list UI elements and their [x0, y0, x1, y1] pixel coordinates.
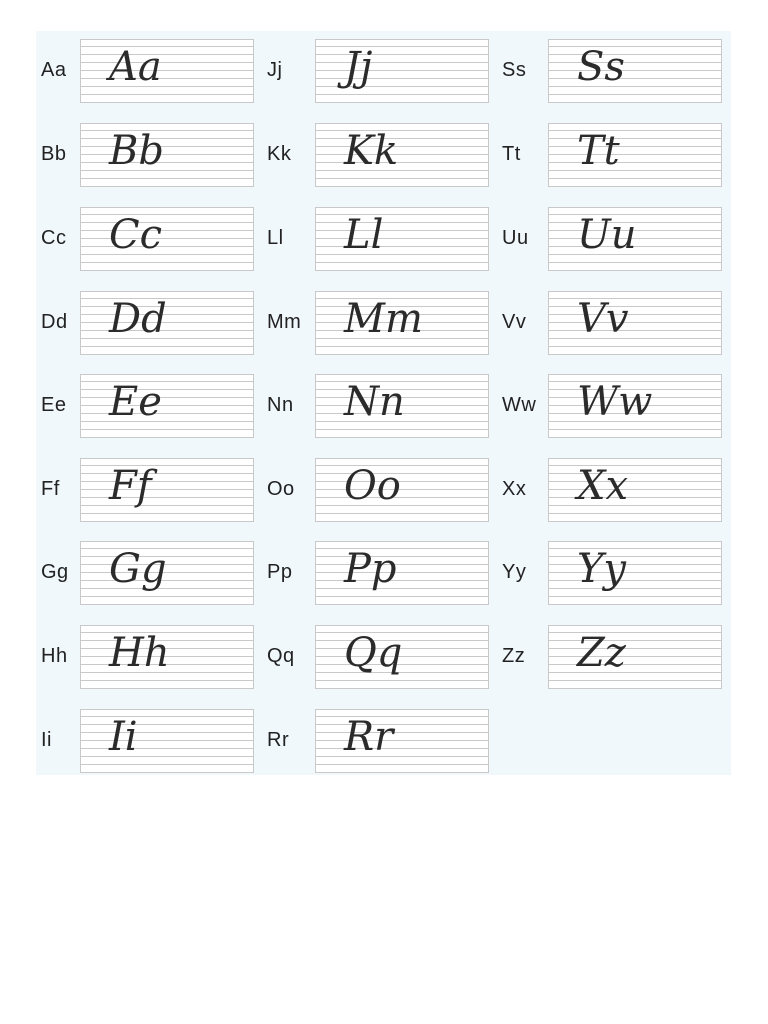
- letter-label: Gg: [41, 561, 69, 583]
- letter-label: Ss: [502, 59, 527, 81]
- cursive-letter-pair: Zz: [577, 630, 626, 676]
- ruled-lines: [549, 208, 721, 270]
- ruled-lines: [316, 375, 488, 437]
- handwriting-practice-box: [315, 625, 489, 689]
- letter-label: Ff: [41, 478, 60, 500]
- letter-label: Pp: [267, 561, 293, 583]
- ruled-lines: [316, 710, 488, 772]
- handwriting-practice-box: [80, 207, 254, 271]
- handwriting-practice-box: [548, 625, 722, 689]
- cursive-letter-pair: Gg: [109, 546, 167, 592]
- handwriting-practice-box: [315, 458, 489, 522]
- letter-label: Jj: [267, 59, 283, 81]
- letter-label: Yy: [502, 561, 527, 583]
- letter-label: Aa: [41, 59, 67, 81]
- handwriting-practice-box: [548, 123, 722, 187]
- ruled-lines: [316, 40, 488, 102]
- cursive-letter-pair: Kk: [344, 128, 399, 174]
- cursive-letter-pair: Oo: [344, 463, 401, 509]
- handwriting-practice-box: [80, 291, 254, 355]
- handwriting-practice-box: [548, 39, 722, 103]
- cursive-letter-pair: Vv: [577, 296, 629, 342]
- cursive-letter-pair: Rr: [344, 714, 394, 760]
- ruled-lines: [316, 459, 488, 521]
- handwriting-practice-box: [315, 39, 489, 103]
- letter-label: Bb: [41, 143, 67, 165]
- handwriting-practice-box: [80, 625, 254, 689]
- ruled-lines: [549, 459, 721, 521]
- handwriting-practice-box: [315, 709, 489, 773]
- ruled-lines: [81, 40, 253, 102]
- ruled-lines: [316, 542, 488, 604]
- ruled-lines: [549, 542, 721, 604]
- handwriting-practice-box: [548, 207, 722, 271]
- ruled-lines: [549, 292, 721, 354]
- letter-label: Hh: [41, 645, 68, 667]
- cursive-letter-pair: Mm: [344, 296, 423, 342]
- ruled-lines: [81, 710, 253, 772]
- letter-label: Xx: [502, 478, 527, 500]
- cursive-letter-pair: Ss: [577, 44, 625, 90]
- ruled-lines: [316, 124, 488, 186]
- handwriting-practice-box: [315, 541, 489, 605]
- cursive-letter-pair: Bb: [109, 128, 164, 174]
- cursive-letter-pair: Yy: [577, 546, 627, 592]
- alphabet-sheet: [36, 31, 731, 775]
- cursive-letter-pair: Ll: [344, 212, 384, 258]
- cursive-letter-pair: Aa: [109, 44, 162, 90]
- handwriting-practice-box: [80, 374, 254, 438]
- letter-label: Oo: [267, 478, 295, 500]
- cursive-letter-pair: Qq: [344, 630, 403, 676]
- letter-label: Nn: [267, 394, 294, 416]
- ruled-lines: [81, 626, 253, 688]
- cursive-letter-pair: Cc: [109, 212, 163, 258]
- ruled-lines: [316, 292, 488, 354]
- letter-label: Ww: [502, 394, 537, 416]
- handwriting-practice-box: [315, 123, 489, 187]
- handwriting-practice-box: [80, 709, 254, 773]
- ruled-lines: [81, 292, 253, 354]
- cursive-letter-pair: Ii: [109, 714, 138, 760]
- handwriting-practice-box: [548, 291, 722, 355]
- handwriting-practice-box: [548, 541, 722, 605]
- ruled-lines: [549, 375, 721, 437]
- letter-label: Rr: [267, 729, 290, 751]
- handwriting-practice-box: [548, 374, 722, 438]
- ruled-lines: [81, 375, 253, 437]
- handwriting-practice-box: [80, 541, 254, 605]
- letter-label: Ii: [41, 729, 52, 751]
- cursive-letter-pair: Hh: [109, 630, 170, 676]
- cursive-letter-pair: Nn: [344, 379, 405, 425]
- letter-label: Dd: [41, 311, 68, 333]
- letter-label: Zz: [502, 645, 526, 667]
- ruled-lines: [549, 40, 721, 102]
- ruled-lines: [81, 542, 253, 604]
- ruled-lines: [549, 626, 721, 688]
- letter-label: Qq: [267, 645, 295, 667]
- cursive-letter-pair: Ee: [109, 379, 162, 425]
- letter-label: Tt: [502, 143, 521, 165]
- ruled-lines: [316, 626, 488, 688]
- letter-label: Kk: [267, 143, 292, 165]
- letter-label: Uu: [502, 227, 529, 249]
- handwriting-practice-box: [80, 39, 254, 103]
- handwriting-practice-box: [315, 374, 489, 438]
- ruled-lines: [549, 124, 721, 186]
- letter-label: Mm: [267, 311, 302, 333]
- letter-label: Vv: [502, 311, 527, 333]
- cursive-letter-pair: Jj: [344, 44, 373, 90]
- letter-label: Ll: [267, 227, 284, 249]
- cursive-letter-pair: Uu: [577, 212, 637, 258]
- cursive-letter-pair: Tt: [577, 128, 620, 174]
- ruled-lines: [81, 208, 253, 270]
- handwriting-practice-box: [315, 291, 489, 355]
- cursive-letter-pair: Ff: [109, 463, 152, 509]
- handwriting-practice-box: [315, 207, 489, 271]
- letter-label: Cc: [41, 227, 67, 249]
- letter-label: Ee: [41, 394, 67, 416]
- ruled-lines: [316, 208, 488, 270]
- cursive-letter-pair: Xx: [577, 463, 629, 509]
- handwriting-practice-box: [80, 123, 254, 187]
- cursive-letter-pair: Dd: [109, 296, 167, 342]
- handwriting-practice-box: [80, 458, 254, 522]
- cursive-letter-pair: Ww: [577, 379, 653, 425]
- cursive-letter-pair: Pp: [344, 546, 397, 592]
- ruled-lines: [81, 459, 253, 521]
- handwriting-practice-box: [548, 458, 722, 522]
- ruled-lines: [81, 124, 253, 186]
